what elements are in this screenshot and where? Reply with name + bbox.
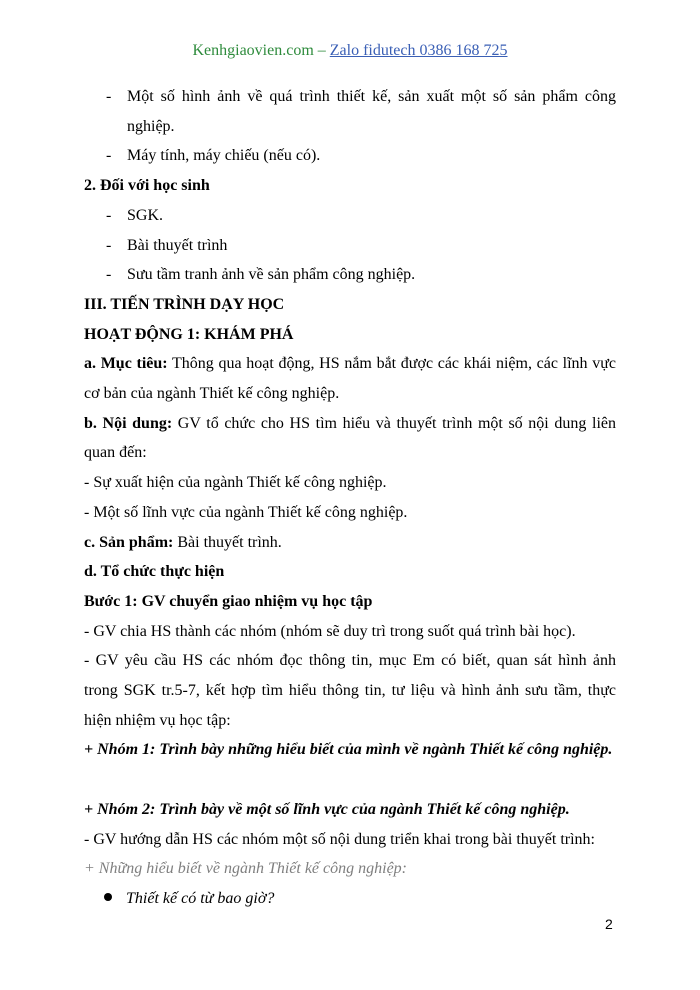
list-item: - Sưu tầm tranh ảnh về sản phẩm công nghiệp. [106,266,416,284]
organize-line: hiện nhiệm vụ học tập: [84,711,231,729]
content-paragraph-cont: quan đến: [84,444,147,462]
activity-heading: HOẠT ĐỘNG 1: KHÁM PHÁ [84,325,294,343]
group-task: + Nhóm 1: Trình bày những hiểu biết của mình về ngành Thiết kế công nghiệp. [84,741,613,759]
goal-paragraph-cont: cơ bản của ngành Thiết kế công nghiệp. [84,385,340,403]
organize-line: trong SGK tr.5-7, kết hợp tìm hiểu thông tin, tư liệu và hình ảnh sưu tầm, thực [84,682,616,700]
organize-heading: d. Tổ chức thực hiện [84,563,225,581]
bullet-item: Thiết kế có từ bao giờ? [84,884,616,914]
list-item: - SGK. [106,206,164,224]
header-site: Kenhgiaovien.com [192,42,314,59]
step-heading: Bước 1: GV chuyển giao nhiệm vụ học tập [84,592,373,610]
content-item: - Một số lĩnh vực của ngành Thiết kế công nghiệp. [84,503,408,521]
organize-line: - GV hướng dẫn HS các nhóm một số nội dung triển khai trong bài thuyết trình: [84,830,595,848]
content-paragraph: b. Nội dung: GV tổ chức cho HS tìm hiểu và thuyết trình một số nội dung liên [84,414,616,432]
blank-line [84,765,616,795]
document-body [84,82,616,914]
organize-line: - GV chia HS thành các nhóm (nhóm sẽ duy trì trong suốt quá trình bài học). [84,622,576,640]
header-separator: – [313,42,330,59]
content-item: - Sự xuất hiện của ngành Thiết kế công nghiệp. [84,474,387,492]
list-item-continuation: nghiệp. [127,117,175,135]
list-item: - Máy tính, máy chiếu (nếu có). [106,147,321,165]
page-number: 2 [605,916,613,932]
header-zalo-link[interactable]: Zalo fidutech 0386 168 725 [329,42,508,59]
product-paragraph: c. Sản phẩm: Bài thuyết trình. [84,533,282,551]
sub-item: + Những hiểu biết về ngành Thiết kế công nghiệp: [84,860,408,878]
list-item: - Bài thuyết trình [106,236,228,254]
section-heading: 2. Đối với học sinh [84,177,210,195]
list-item: - Một số hình ảnh về quá trình thiết kế, sản xuất một số sản phẩm công [106,88,616,105]
bullet-icon [104,893,112,901]
organize-line: - GV yêu cầu HS các nhóm đọc thông tin, mục Em có biết, quan sát hình ảnh [84,652,616,670]
group-task: + Nhóm 2: Trình bày về một số lĩnh vực của ngành Thiết kế công nghiệp. [84,800,570,818]
page-header [0,42,700,60]
goal-paragraph: a. Mục tiêu: Thông qua hoạt động, HS nắm bắt được các khái niệm, các lĩnh vực [84,355,616,373]
section-heading: III. TIẾN TRÌNH DẠY HỌC [84,295,285,313]
